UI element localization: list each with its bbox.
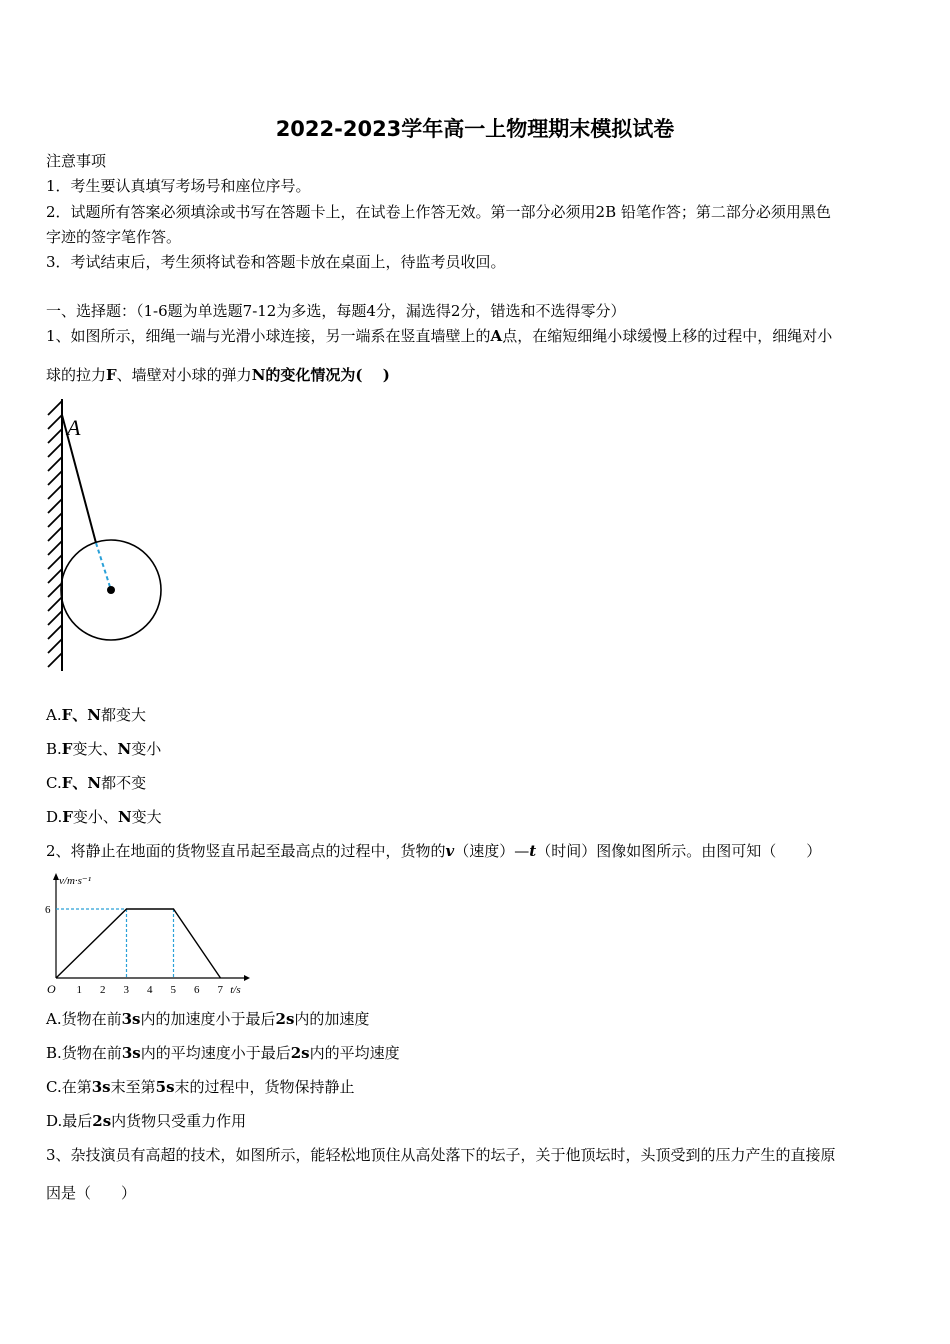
x-tick-label: 3 [123, 984, 129, 996]
q1-text-rest: 点，在缩短细绳小球缓慢上移的过程中，细绳对小 [502, 327, 833, 345]
wall-hatching [48, 401, 62, 667]
q2-option-d: D.最后2s内货物只受重力作用 [46, 1112, 247, 1130]
y-axis-label: v/m·s⁻¹ [59, 875, 92, 887]
q1-figure [40, 395, 180, 675]
q1-line2 [46, 365, 390, 385]
notice-item-1: 1．考生要认真填写考场号和座位序号。 [46, 177, 311, 195]
x-tick-label: 1 [76, 984, 82, 996]
origin-label: O [47, 982, 56, 996]
q1-option-a: A.F、N都变大 [46, 706, 146, 724]
q1-point-a: A [490, 327, 503, 345]
notice-item-2: 2．试题所有答案必须填涂或书写在答题卡上，在试卷上作答无效。第一部分必须用2B 铅笔作答；第二部分必须用黑色 [46, 203, 831, 221]
q2-symbol-v: v [445, 842, 455, 860]
x-tick-label: 2 [100, 984, 106, 996]
q2-text: 2、将静止在地面的货物竖直吊起至最高点的过程中，货物的 [46, 842, 446, 860]
q1-option-d: D.F变小、N变大 [46, 808, 162, 826]
x-tick-label: 7 [217, 984, 223, 996]
notice-heading: 注意事项 [46, 152, 107, 170]
q2-vt-chart [44, 870, 254, 998]
q3-line2: 因是（ ） [46, 1184, 137, 1202]
q1-symbol-f: F [106, 366, 117, 384]
x-tick-label: 4 [147, 984, 153, 996]
q2-stem [46, 841, 821, 861]
q1-text: 1、如图所示，细绳一端与光滑小球连接，另一端系在竖直墙壁上的 [46, 327, 491, 345]
q1-text: 的变化情况为( ) [265, 366, 390, 384]
q1-text: 、墙壁对小球的弹力 [116, 366, 252, 384]
x-axis-arrow [244, 975, 250, 981]
section-heading: 一、选择题：（1-6题为单选题7-12为多选，每题4分，漏选得2分，错选和不选得零分） [46, 302, 626, 320]
q1-option-b: B.F变大、N变小 [46, 740, 162, 758]
page-title: 2022-2023学年高一上物理期末模拟试卷 [275, 117, 675, 141]
q3-line1: 3、杂技演员有高超的技术，如图所示，能轻松地顶住从高处落下的坛子，关于他顶坛时，头顶受到的压力产生的直接原 [46, 1146, 836, 1164]
q1-option-c: C.F、N都不变 [46, 774, 147, 792]
q2-option-a: A.货物在前3s内的加速度小于最后2s内的加速度 [46, 1010, 370, 1028]
x-tick-label: 6 [194, 984, 200, 996]
q2-text: （时间）图像如图所示。由图可知（ ） [536, 842, 822, 860]
y-tick-label: 6 [45, 904, 51, 916]
ball-center [107, 586, 115, 594]
q1-symbol-n: N [251, 366, 266, 384]
series-line [56, 909, 221, 978]
q2-option-c: C.在第3s末至第5s末的过程中，货物保持静止 [46, 1078, 355, 1096]
q2-option-b: B.货物在前3s内的平均速度小于最后2s内的平均速度 [46, 1044, 400, 1062]
q1-text: 球的拉力 [46, 366, 107, 384]
x-axis-label: t/s [230, 984, 241, 996]
rope-extension-dashed [96, 543, 111, 590]
notice-item-3: 3．考试结束后，考生须将试卷和答题卡放在桌面上，待监考员收回。 [46, 253, 506, 271]
notice-item-2-cont: 字迹的签字笔作答。 [46, 228, 182, 246]
q1-line1 [46, 326, 832, 346]
point-a-label: A [67, 415, 81, 440]
q2-text: （速度）— [454, 842, 530, 860]
q2-symbol-t: t [529, 842, 537, 860]
x-tick-label: 5 [170, 984, 176, 996]
